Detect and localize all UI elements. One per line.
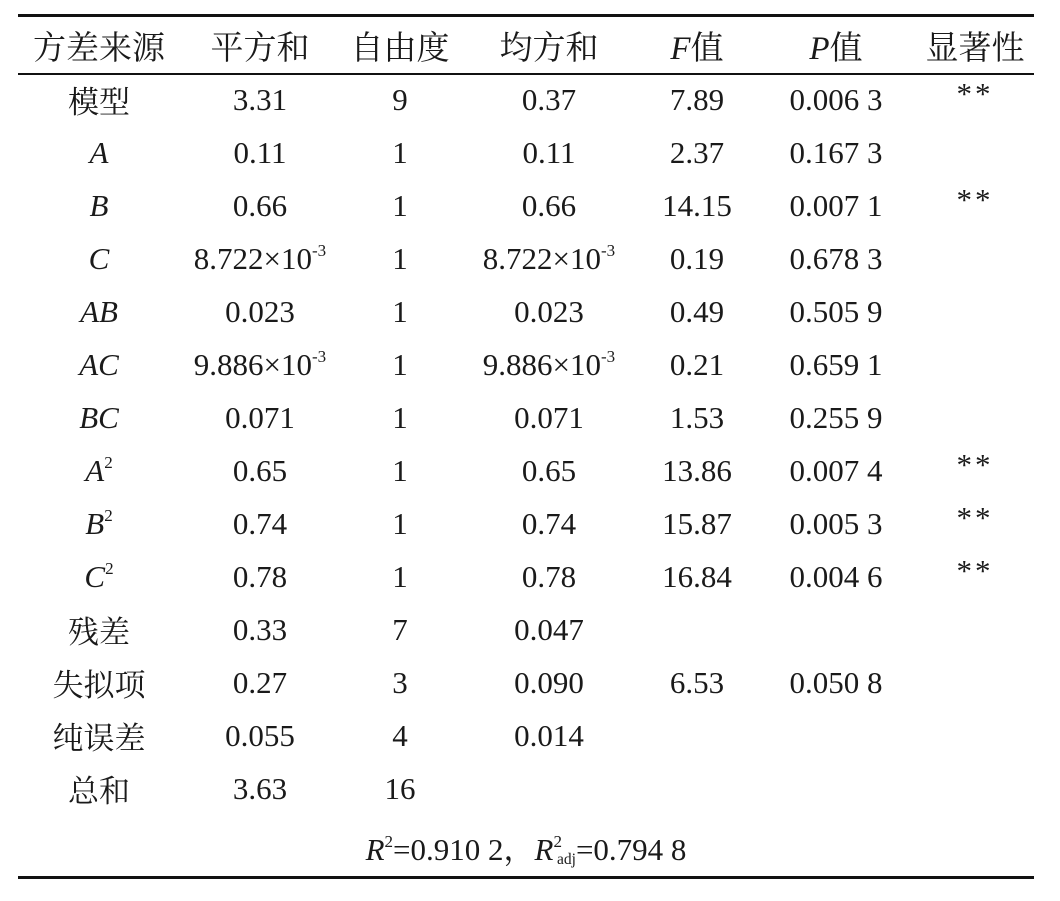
p-cell: 0.007 1 xyxy=(789,187,883,223)
source-cell: BC xyxy=(79,399,119,435)
f-cell: 0.19 xyxy=(669,240,725,276)
ms-cell xyxy=(460,762,638,815)
ms-cell: 0.090 xyxy=(514,664,584,700)
ss-cell: 0.11 xyxy=(233,134,287,170)
ss-cell: 3.31 xyxy=(232,81,288,117)
ms-cell: 0.74 xyxy=(521,505,577,541)
table-row xyxy=(18,179,1034,232)
sig-cell xyxy=(916,338,1034,391)
p-cell: 0.659 1 xyxy=(789,346,883,382)
f-cell: 16.84 xyxy=(662,558,732,594)
table-row xyxy=(18,232,1034,285)
ss-cell: 0.27 xyxy=(232,664,288,700)
f-cell xyxy=(638,709,756,762)
header-mean-square: 均方和 xyxy=(499,30,599,67)
source-cell: 失拟项 xyxy=(52,668,146,703)
ms-cell: 0.11 xyxy=(522,134,576,170)
f-cell: 7.89 xyxy=(669,81,725,117)
sig-cell xyxy=(916,709,1034,762)
f-cell: 2.37 xyxy=(669,134,725,170)
ss-cell: 0.33 xyxy=(232,611,288,647)
source-cell: AB xyxy=(80,293,118,329)
f-cell: 13.86 xyxy=(662,452,732,488)
df-cell: 1 xyxy=(392,346,408,382)
source-cell: 纯误差 xyxy=(52,721,146,756)
source-cell: $A^2$ xyxy=(85,452,113,488)
sig-cell xyxy=(916,126,1034,179)
ss-cell: 0.023 xyxy=(225,293,295,329)
sig-cell xyxy=(916,285,1034,338)
source-cell: B xyxy=(89,187,109,223)
ss-cell: 0.74 xyxy=(232,505,288,541)
f-cell xyxy=(638,762,756,815)
ss-cell: $9.886\times 10^{-3}$ xyxy=(193,346,327,382)
df-cell: 3 xyxy=(392,664,408,700)
df-cell: 9 xyxy=(392,81,408,117)
df-cell: 1 xyxy=(392,558,408,594)
df-cell: 4 xyxy=(392,717,408,753)
table-row xyxy=(18,550,1034,603)
ms-cell: 0.023 xyxy=(514,293,584,329)
ms-cell: 0.37 xyxy=(521,81,577,117)
p-cell xyxy=(756,762,916,815)
p-cell: 0.004 6 xyxy=(789,558,883,594)
source-cell: AC xyxy=(79,346,119,382)
sig-cell xyxy=(916,762,1034,815)
ms-cell: 0.071 xyxy=(514,399,584,435)
df-cell: 1 xyxy=(392,399,408,435)
source-cell: A xyxy=(89,134,109,170)
table-row xyxy=(18,497,1034,550)
r-squared-summary: $R^2=0.910$ 2，$R^2_{adj}=0.794$ 8 xyxy=(365,832,687,868)
table-row xyxy=(18,656,1034,709)
table-row xyxy=(18,285,1034,338)
bottom-rule xyxy=(18,876,1034,879)
ss-cell: 3.63 xyxy=(232,770,288,806)
ms-cell: 0.78 xyxy=(521,558,577,594)
header-p-value: P值 xyxy=(809,30,863,67)
source-cell: 模型 xyxy=(68,85,130,120)
p-cell: 0.006 3 xyxy=(789,81,883,117)
p-cell: 0.505 9 xyxy=(789,293,883,329)
ms-cell: 0.66 xyxy=(521,187,577,223)
ss-cell: 0.071 xyxy=(225,399,295,435)
header-df: 自由度 xyxy=(350,30,450,67)
ms-cell: 0.014 xyxy=(514,717,584,753)
header-sum-of-squares: 平方和 xyxy=(210,30,310,67)
p-cell xyxy=(756,709,916,762)
table-row xyxy=(18,126,1034,179)
f-cell: 15.87 xyxy=(662,505,732,541)
source-cell: $B^2$ xyxy=(85,505,113,541)
table-row xyxy=(18,444,1034,497)
p-cell: 0.255 9 xyxy=(789,399,883,435)
sig-cell: ** xyxy=(956,446,994,482)
header-source: 方差来源 xyxy=(33,30,165,67)
p-cell: 0.007 4 xyxy=(789,452,883,488)
header-f-value: F值 xyxy=(670,30,724,67)
f-cell: 14.15 xyxy=(662,187,732,223)
source-cell: 残差 xyxy=(68,615,130,650)
table-row xyxy=(18,391,1034,444)
df-cell: 1 xyxy=(392,134,408,170)
table-row xyxy=(18,73,1034,126)
source-cell: 总和 xyxy=(68,774,130,809)
table-row xyxy=(18,338,1034,391)
ss-cell: 0.055 xyxy=(225,717,295,753)
f-cell: 1.53 xyxy=(669,399,725,435)
df-cell: 1 xyxy=(392,240,408,276)
df-cell: 1 xyxy=(392,187,408,223)
sig-cell: ** xyxy=(956,552,994,588)
sig-cell xyxy=(916,391,1034,444)
ss-cell: 0.66 xyxy=(232,187,288,223)
ms-cell: 0.047 xyxy=(514,611,584,647)
ms-cell: 0.65 xyxy=(521,452,577,488)
f-cell: 0.21 xyxy=(669,346,725,382)
df-cell: 16 xyxy=(384,770,416,806)
f-cell: 0.49 xyxy=(669,293,725,329)
sig-cell xyxy=(916,603,1034,656)
table-row xyxy=(18,603,1034,656)
df-cell: 1 xyxy=(392,293,408,329)
p-cell xyxy=(756,603,916,656)
p-cell: 0.050 8 xyxy=(789,664,883,700)
table-row xyxy=(18,762,1034,815)
sig-cell: ** xyxy=(956,75,994,111)
table-row xyxy=(18,709,1034,762)
ss-cell: 0.78 xyxy=(232,558,288,594)
header-significance: 显著性 xyxy=(925,30,1025,67)
p-cell: 0.167 3 xyxy=(789,134,883,170)
f-cell xyxy=(638,603,756,656)
df-cell: 1 xyxy=(392,505,408,541)
p-cell: 0.678 3 xyxy=(789,240,883,276)
df-cell: 1 xyxy=(392,452,408,488)
df-cell: 7 xyxy=(392,611,408,647)
f-cell: 6.53 xyxy=(669,664,725,700)
sig-cell: ** xyxy=(956,181,994,217)
p-cell: 0.005 3 xyxy=(789,505,883,541)
ss-cell: $8.722\times 10^{-3}$ xyxy=(193,240,327,276)
anova-table xyxy=(18,17,1034,815)
header-row xyxy=(18,17,1034,73)
ms-cell: $9.886\times 10^{-3}$ xyxy=(482,346,616,382)
source-cell: C xyxy=(88,240,110,276)
sig-cell: ** xyxy=(956,499,994,535)
sig-cell xyxy=(916,656,1034,709)
ms-cell: $8.722\times 10^{-3}$ xyxy=(482,240,616,276)
ss-cell: 0.65 xyxy=(232,452,288,488)
sig-cell xyxy=(916,232,1034,285)
source-cell: $C^2$ xyxy=(84,558,114,594)
